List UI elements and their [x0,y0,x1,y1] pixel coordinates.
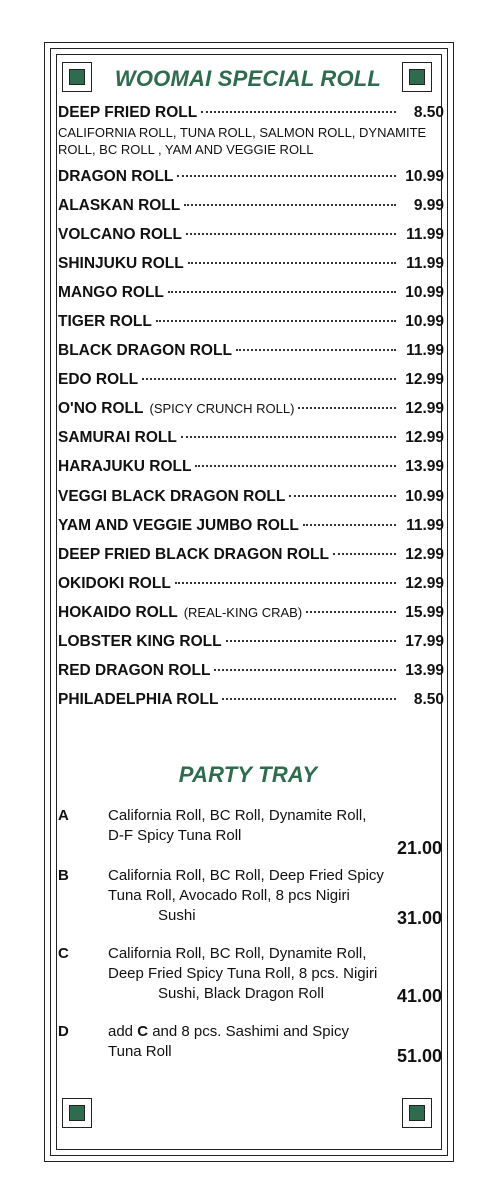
item-price: 11.99 [406,255,444,273]
item-price: 8.50 [413,690,444,708]
section-title-party-tray: PARTY TRAY [178,762,318,787]
item-price: 10.99 [405,313,444,331]
tray-letter: C [58,945,69,962]
tray-price: 41.00 [396,986,442,1006]
tray-line: Sushi [158,907,196,924]
dot-leader [333,553,396,555]
item-name: BLACK DRAGON ROLL [58,342,232,360]
menu-item [58,371,444,400]
item-name: MANGO ROLL [58,284,164,302]
item-price: 15.99 [405,603,444,621]
tray-item [58,944,444,1006]
dot-leader [195,465,396,467]
item-name: SHINJUKU ROLL [58,255,184,273]
item-name: DRAGON ROLL [58,168,174,185]
item-price: 10.99 [405,487,444,505]
menu-item [58,662,444,691]
tray-line: Deep Fried Spicy Tuna Roll, 8 pcs. Nigiri [108,965,378,982]
tray-line [108,1022,408,1042]
item-name: O'NO ROLL [58,400,144,418]
item-name: ALASKAN ROLL [58,197,181,215]
tray-price: 31.00 [396,908,442,928]
menu-item [58,546,444,575]
tray-line: Tuna Roll [108,1043,172,1060]
dot-leader [175,582,396,584]
item-price: 12.99 [405,574,444,592]
menu-item [58,488,444,517]
item-price: 13.99 [405,458,444,476]
dot-leader [177,175,396,177]
item-name: SAMURAI ROLL [58,429,177,447]
item-price: 17.99 [405,632,444,650]
menu-item [58,104,444,158]
section-title-special-roll: WOOMAI SPECIAL ROLL [114,66,382,91]
item-name: DEEP FRIED BLACK DRAGON ROLL [58,545,329,563]
tray-description [108,1022,408,1062]
item-name: VEGGI BLACK DRAGON ROLL [58,487,286,505]
menu-item [58,313,444,342]
tray-letter: B [58,867,69,884]
dot-leader [168,291,396,293]
tray-item [58,1022,444,1066]
dot-leader [306,611,396,613]
menu-item [58,517,444,546]
tray-line: California Roll, BC Roll, Dynamite Roll, [108,945,367,962]
tray-item [58,806,444,858]
corner-ornament-bottom-left [62,1098,92,1128]
item-name: VOLCANO ROLL [58,226,182,244]
tray-price: 51.00 [396,1046,442,1066]
tray-item [58,866,444,928]
item-name: HOKAIDO ROLL [58,603,178,621]
item-name: DEEP FRIED ROLL [58,104,198,121]
dot-leader [298,407,396,409]
item-price: 10.99 [405,168,444,185]
item-name: HARAJUKU ROLL [58,458,192,476]
dot-leader [214,669,396,671]
menu-item [58,691,444,720]
dot-leader [303,524,396,526]
item-name: TIGER ROLL [58,313,152,331]
dot-leader [156,320,396,322]
item-price: 9.99 [413,197,444,215]
dot-leader [181,436,396,438]
menu-item [58,255,444,284]
item-description: CALIFORNIA ROLL, TUNA ROLL, SALMON ROLL, DYNAMITE ROLL, BC ROLL , YAM AND VEGGIE ROLL [58,125,427,157]
tray-description [108,944,408,1004]
tray-description [108,866,408,926]
tray-line: California Roll, BC Roll, Deep Fried Spicy [108,867,384,884]
item-price: 10.99 [405,284,444,302]
menu-item [58,284,444,313]
item-price: 11.99 [406,226,444,244]
item-note: (REAL-KING CRAB) [183,604,303,620]
dot-leader [188,262,396,264]
tray-letter: A [58,807,69,824]
menu-item [58,458,444,487]
item-note: (SPICY CRUNCH ROLL) [149,401,295,417]
item-price: 8.50 [413,104,444,121]
dot-leader [184,204,396,206]
tray-line: California Roll, BC Roll, Dynamite Roll, [108,807,367,824]
item-name: EDO ROLL [58,371,139,389]
tray-price: 21.00 [396,838,442,858]
item-price: 11.99 [406,516,444,534]
item-price: 11.99 [406,342,444,360]
item-price: 12.99 [405,400,444,418]
menu-item [58,633,444,662]
dot-leader [226,640,396,642]
menu-item [58,342,444,371]
tray-line-text: add [108,1023,138,1040]
menu-item [58,604,444,633]
dot-leader [142,378,396,380]
tray-line-bold: C [137,1023,149,1040]
special-roll-list [58,104,444,720]
dot-leader [201,111,396,113]
item-name: YAM AND VEGGIE JUMBO ROLL [58,516,299,534]
item-price: 12.99 [405,371,444,389]
menu-item [58,226,444,255]
tray-letter: D [58,1023,69,1040]
dot-leader [236,349,396,351]
tray-line-text: and 8 pcs. Sashimi and Spicy [148,1023,349,1040]
menu-item [58,168,444,197]
dot-leader [289,495,396,497]
menu-item [58,575,444,604]
dot-leader [222,698,396,700]
menu-item [58,429,444,458]
corner-ornament-bottom-right [402,1098,432,1128]
menu-item [58,400,444,429]
tray-description [108,806,408,846]
item-name: OKIDOKI ROLL [58,574,171,592]
item-name: PHILADELPHIA ROLL [58,690,219,708]
item-price: 12.99 [405,429,444,447]
party-tray-list [58,806,444,1066]
dot-leader [186,233,396,235]
tray-line: D-F Spicy Tuna Roll [108,827,242,844]
item-price: 13.99 [405,661,444,679]
item-name: RED DRAGON ROLL [58,661,211,679]
item-price: 12.99 [405,545,444,563]
item-name: LOBSTER KING ROLL [58,632,222,650]
tray-line: Tuna Roll, Avocado Roll, 8 pcs Nigiri [108,887,350,904]
tray-line: Sushi, Black Dragon Roll [158,985,324,1002]
menu-item [58,197,444,226]
